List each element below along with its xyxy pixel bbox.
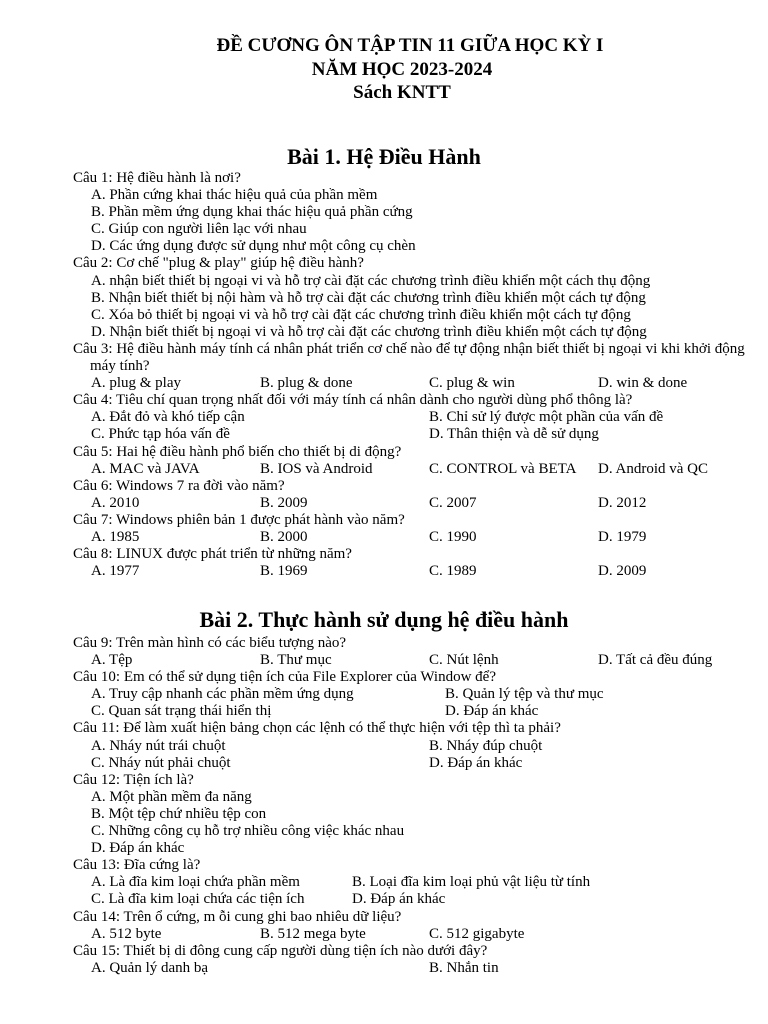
answer-option: D. 2012 xyxy=(598,494,647,511)
answer-row xyxy=(73,703,753,720)
answer-option: D. Thân thiện và dễ sử dụng xyxy=(429,426,599,443)
answer-option: C. Quan sát trạng thái hiển thị xyxy=(91,703,272,720)
answer-option: C. 512 gigabyte xyxy=(429,925,525,942)
answer-option: A. Là đĩa kim loại chứa phần mềm xyxy=(91,874,300,891)
answer-option: B. 1969 xyxy=(260,563,308,580)
answer-option: D. Các ứng dụng được sử dụng như một công cụ chèn xyxy=(91,238,416,255)
answer-option: C. Là đĩa kim loại chứa các tiện ích xyxy=(91,891,305,908)
answer-option: A. nhận biết thiết bị ngoại vi và hỗ trợ cài đặt các chương trình điều khiển một cách thụ động xyxy=(91,272,651,289)
answer-option: B. 2009 xyxy=(260,494,308,511)
answer-option: A. plug & play xyxy=(91,375,181,392)
answer-row xyxy=(73,652,753,669)
answer-row xyxy=(73,926,753,943)
answer-option: C. Phức tạp hóa vấn đề xyxy=(91,426,230,443)
answer-option: D. Đáp án khác xyxy=(352,891,446,908)
answer-option: B. Nhận biết thiết bị nội hàm và hỗ trợ cài đặt các chương trình điều khiển một cách tự động xyxy=(91,289,646,306)
answer-option: A. Tệp xyxy=(91,652,133,669)
question-text: Câu 8: LINUX được phát triển từ những năm? xyxy=(73,546,352,563)
answer-option: B. Một tệp chứ nhiều tệp con xyxy=(91,805,267,822)
answer-option: A. Phần cứng khai thác hiệu quả của phần mềm xyxy=(91,187,378,204)
question-text: Câu 7: Windows phiên bản 1 được phát hành vào năm? xyxy=(73,511,405,528)
question-text: Câu 14: Trên ổ cứng, m ỗi cung ghi bao nhiêu dữ liệu? xyxy=(73,908,402,925)
answer-option: B. 512 mega byte xyxy=(260,925,366,942)
answer-row xyxy=(73,563,753,580)
answer-option: A. MAC và JAVA xyxy=(91,460,200,477)
answer-row xyxy=(73,426,753,443)
answer-option: A. Đắt đỏ và khó tiếp cận xyxy=(91,409,245,426)
answer-row xyxy=(73,874,753,891)
answer-option: D. 1979 xyxy=(598,528,647,545)
answer-option: A. Quản lý danh bạ xyxy=(91,959,209,976)
answer-option: C. plug & win xyxy=(429,375,515,392)
question-text: Câu 13: Đĩa cứng là? xyxy=(73,857,201,874)
section-title-1: Bài 1. Hệ Điều Hành xyxy=(287,144,481,169)
answer-option: B. IOS và Android xyxy=(260,460,373,477)
answer-row xyxy=(73,495,753,512)
question-text: Câu 4: Tiêu chí quan trọng nhất đối với máy tính cá nhân dành cho người dùng phổ thông là? xyxy=(73,392,633,409)
answer-option: D. Nhận biết thiết bị ngoại vi và hỗ trợ cài đặt các chương trình điều khiển một cách tự động xyxy=(91,323,647,340)
header-school-year: NĂM HỌC 2023-2024 xyxy=(311,58,493,80)
answer-option: C. Nút lệnh xyxy=(429,652,499,669)
answer-option: A. Một phần mềm đa năng xyxy=(91,788,252,805)
answer-row xyxy=(73,461,753,478)
answer-option: D. Android và QC xyxy=(598,460,708,477)
answer-option: B. Thư mục xyxy=(260,652,332,669)
question-text: Câu 1: Hệ điều hành là nơi? xyxy=(73,170,241,186)
answer-option: B. 2000 xyxy=(260,528,308,545)
answer-option: A. Truy cập nhanh các phần mềm ứng dụng xyxy=(91,686,354,703)
answer-option: A. Nháy nút trái chuột xyxy=(91,737,226,754)
answer-option: A. 1985 xyxy=(91,528,140,545)
answer-option: D. 2009 xyxy=(598,563,647,580)
answer-option: B. plug & done xyxy=(260,375,353,392)
document-header xyxy=(0,34,768,105)
answer-option: B. Loại đĩa kim loại phủ vật liệu từ tính xyxy=(352,874,591,891)
question-text: Câu 10: Em có thể sử dụng tiện ích của File Explorer của Window để? xyxy=(73,669,496,686)
answer-row xyxy=(73,738,753,755)
answer-option: D. Đáp án khác xyxy=(445,703,539,720)
answer-option: A. 512 byte xyxy=(91,925,162,942)
answer-row xyxy=(73,375,753,392)
header-textbook: Sách KNTT xyxy=(353,82,451,103)
answer-option: A. 2010 xyxy=(91,494,140,511)
question-text: Câu 15: Thiết bị di đông cung cấp người dùng tiện ích nào dưới đây? xyxy=(73,942,488,959)
answer-option: B. Chỉ sử lý được một phần của vấn đề xyxy=(429,409,664,426)
answer-row xyxy=(73,529,753,546)
answer-option: C. Giúp con người liên lạc với nhau xyxy=(91,221,307,238)
answer-option: C. CONTROL và BETA xyxy=(429,460,577,477)
answer-row xyxy=(73,409,753,426)
answer-option: C. 2007 xyxy=(429,494,477,511)
answer-option: D. win & done xyxy=(598,375,688,392)
header-title: ĐỀ CƯƠNG ÔN TẬP TIN 11 GIỮA HỌC KỲ I xyxy=(216,35,604,56)
answer-option: D. Đáp án khác xyxy=(91,840,185,857)
question-text: Câu 11: Để làm xuất hiện bảng chọn các lệnh có thể thực hiện với tệp thì ta phải? xyxy=(73,720,561,737)
answer-option: C. 1990 xyxy=(429,528,477,545)
question-text: Câu 5: Hai hệ điều hành phổ biến cho thiết bị di động? xyxy=(73,443,402,460)
answer-option: B. Nhắn tin xyxy=(429,959,499,976)
answer-option: A. 1977 xyxy=(91,563,140,580)
answer-option: B. Phần mềm ứng dụng khai thác hiệu quả phần cứng xyxy=(91,204,413,221)
answer-option: D. Tất cả đều đúng xyxy=(598,652,713,669)
answer-row xyxy=(73,755,753,772)
question-text: Câu 3: Hệ điều hành máy tính cá nhân phát triển cơ chế nào để tự động nhận biết thiết bị ngoại vi khi khởi động máy tính? xyxy=(73,340,745,375)
answer-option: C. 1989 xyxy=(429,563,477,580)
section-1-content xyxy=(73,170,753,580)
answer-option: B. Nháy đúp chuột xyxy=(429,737,543,754)
section-title-2: Bài 2. Thực hành sử dụng hệ điều hành xyxy=(199,607,569,632)
answer-option: C. Nháy nút phải chuột xyxy=(91,754,231,771)
answer-row xyxy=(73,891,753,908)
question-text: Câu 6: Windows 7 ra đời vào năm? xyxy=(73,477,285,494)
answer-option: D. Đáp án khác xyxy=(429,754,523,771)
answer-option: C. Xóa bỏ thiết bị ngoại vi và hỗ trợ cài đặt các chương trình điều khiển một cách tự động xyxy=(91,306,631,323)
answer-option: C. Những công cụ hỗ trợ nhiều công việc khác nhau xyxy=(91,823,405,840)
answer-row xyxy=(73,686,753,703)
question-text: Câu 12: Tiện ích là? xyxy=(73,771,194,788)
answer-row xyxy=(73,960,753,977)
question-text: Câu 2: Cơ chế "plug & play" giúp hệ điều hành? xyxy=(73,255,364,272)
section-2-content xyxy=(73,635,753,977)
question-text: Câu 9: Trên màn hình có các biểu tượng nào? xyxy=(73,635,347,651)
answer-option: B. Quản lý tệp và thư mục xyxy=(445,686,604,703)
